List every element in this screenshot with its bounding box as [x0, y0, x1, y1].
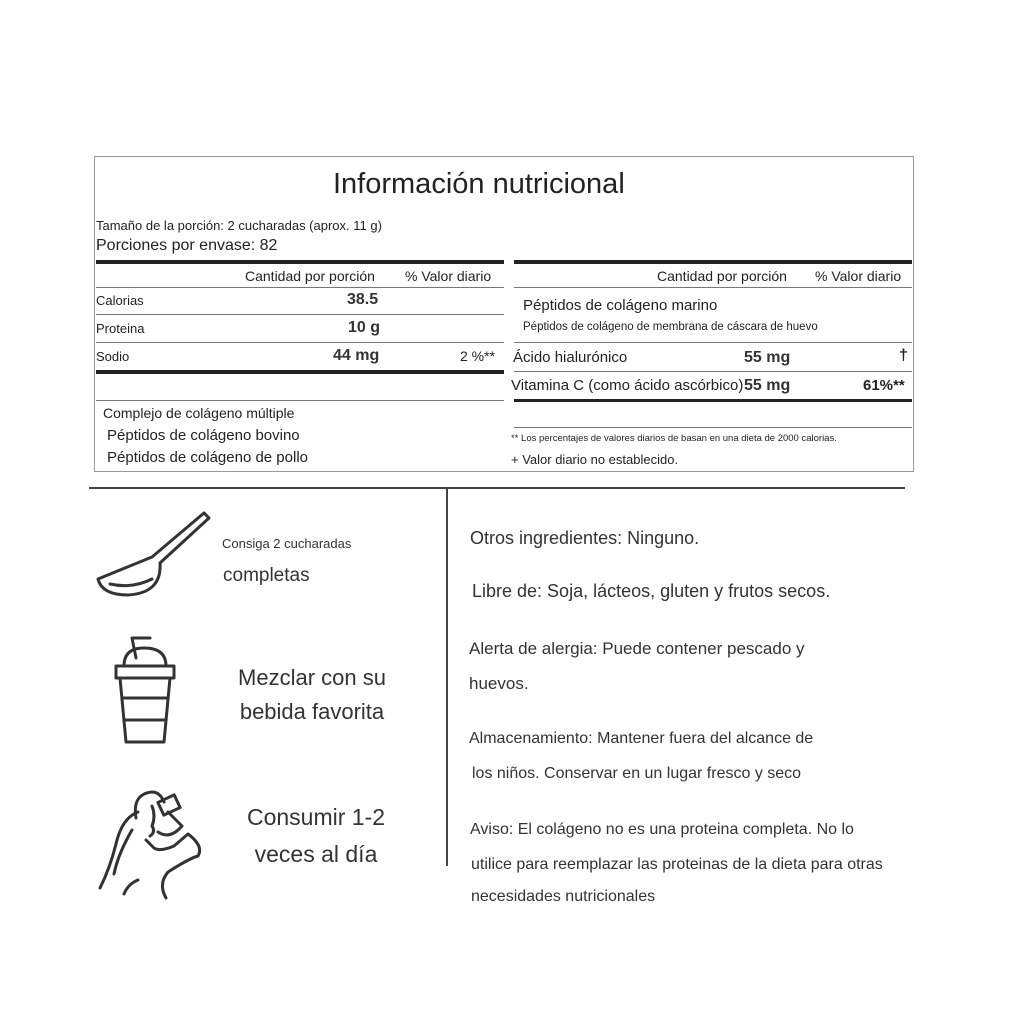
divider [514, 287, 912, 288]
warning-line2: utilice para reemplazar las proteinas de la dieta para otras [471, 856, 883, 873]
mix-text-line2: bebida favorita [239, 699, 385, 724]
vitamin-c-amount: 55 mg [744, 377, 791, 394]
allergy-alert-line1: Alerta de alergia: Puede contener pescado y [469, 639, 805, 658]
servings-per-container: Porciones por envase: 82 [96, 237, 278, 254]
storage-line1: Almacenamiento: Mantener fuera del alcance de [469, 730, 814, 747]
hyaluronic-label: Ácido hialurónico [513, 349, 628, 366]
allergy-alert-line2: huevos. [469, 674, 529, 693]
marine-collagen: Péptidos de colágeno marino [523, 297, 718, 314]
right-table-top-rule [514, 260, 912, 264]
scoop-text-line1: Consiga 2 cucharadas [222, 536, 352, 551]
divider [96, 314, 504, 315]
section-divider-vertical [446, 488, 448, 866]
mix-text-line1: Mezclar con su [238, 665, 386, 690]
person-drinking-icon [94, 788, 224, 900]
storage-line2: los niños. Conservar en un lugar fresco y seco [472, 765, 802, 782]
eggshell-collagen: Péptidos de colágeno de membrana de cáscara de huevo [523, 321, 818, 333]
complex-item-bovine: Péptidos de colágeno bovino [107, 427, 300, 444]
section-divider-horizontal [89, 487, 905, 489]
complex-title: Complejo de colágeno múltiple [103, 405, 295, 421]
other-ingredients: Otros ingredientes: Ninguno. [470, 528, 700, 548]
row-calorias-label: Calorias [96, 293, 144, 308]
footnote-not-established: + Valor diario no establecido. [511, 452, 679, 467]
complex-item-chicken: Péptidos de colágeno de pollo [107, 449, 308, 466]
divider [514, 399, 912, 402]
serving-size: Tamaño de la porción: 2 cucharadas (aprox. 11 g) [96, 218, 382, 233]
row-calorias-amount: 38.5 [347, 291, 379, 308]
drink-cup-icon [110, 636, 180, 746]
row-sodio-amount: 44 mg [333, 347, 380, 364]
left-table-mid-rule [96, 370, 504, 374]
hyaluronic-amount: 55 mg [744, 349, 791, 366]
right-col-amount-header: Cantidad por porción [657, 268, 787, 284]
scoop-text-line2: completas [223, 565, 310, 586]
left-col-amount-header: Cantidad por porción [245, 268, 375, 284]
divider [514, 342, 912, 343]
divider [514, 371, 912, 372]
vitamin-c-dv: 61%** [863, 377, 905, 394]
row-proteina-amount: 10 g [348, 319, 381, 336]
row-sodio-label: Sodio [96, 349, 130, 364]
divider [96, 342, 504, 343]
warning-line1: Aviso: El colágeno no es una proteina completa. No lo [470, 821, 854, 838]
left-col-dv-header: % Valor diario [405, 268, 492, 284]
right-col-dv-header: % Valor diario [815, 268, 902, 284]
divider [96, 400, 504, 401]
left-table-top-rule [96, 260, 504, 264]
footnote-daily-values: ** Los percentajes de valores diarios de basan en una dieta de 2000 calorias. [511, 433, 837, 444]
hyaluronic-dv: † [899, 347, 908, 364]
consume-text-line2: veces al día [254, 841, 378, 867]
divider [514, 427, 912, 428]
divider [96, 287, 504, 288]
row-sodio-dv: 2 %** [460, 348, 496, 364]
row-proteina-label: Proteina [96, 321, 145, 336]
warning-line3: necesidades nutricionales [471, 888, 656, 905]
panel-title: Información nutricional [333, 168, 625, 200]
scoop-icon [92, 505, 216, 605]
consume-text-line1: Consumir 1-2 [246, 804, 386, 830]
free-from: Libre de: Soja, lácteos, gluten y frutos secos. [472, 581, 831, 601]
vitamin-c-label: Vitamina C (como ácido ascórbico) [511, 377, 744, 394]
